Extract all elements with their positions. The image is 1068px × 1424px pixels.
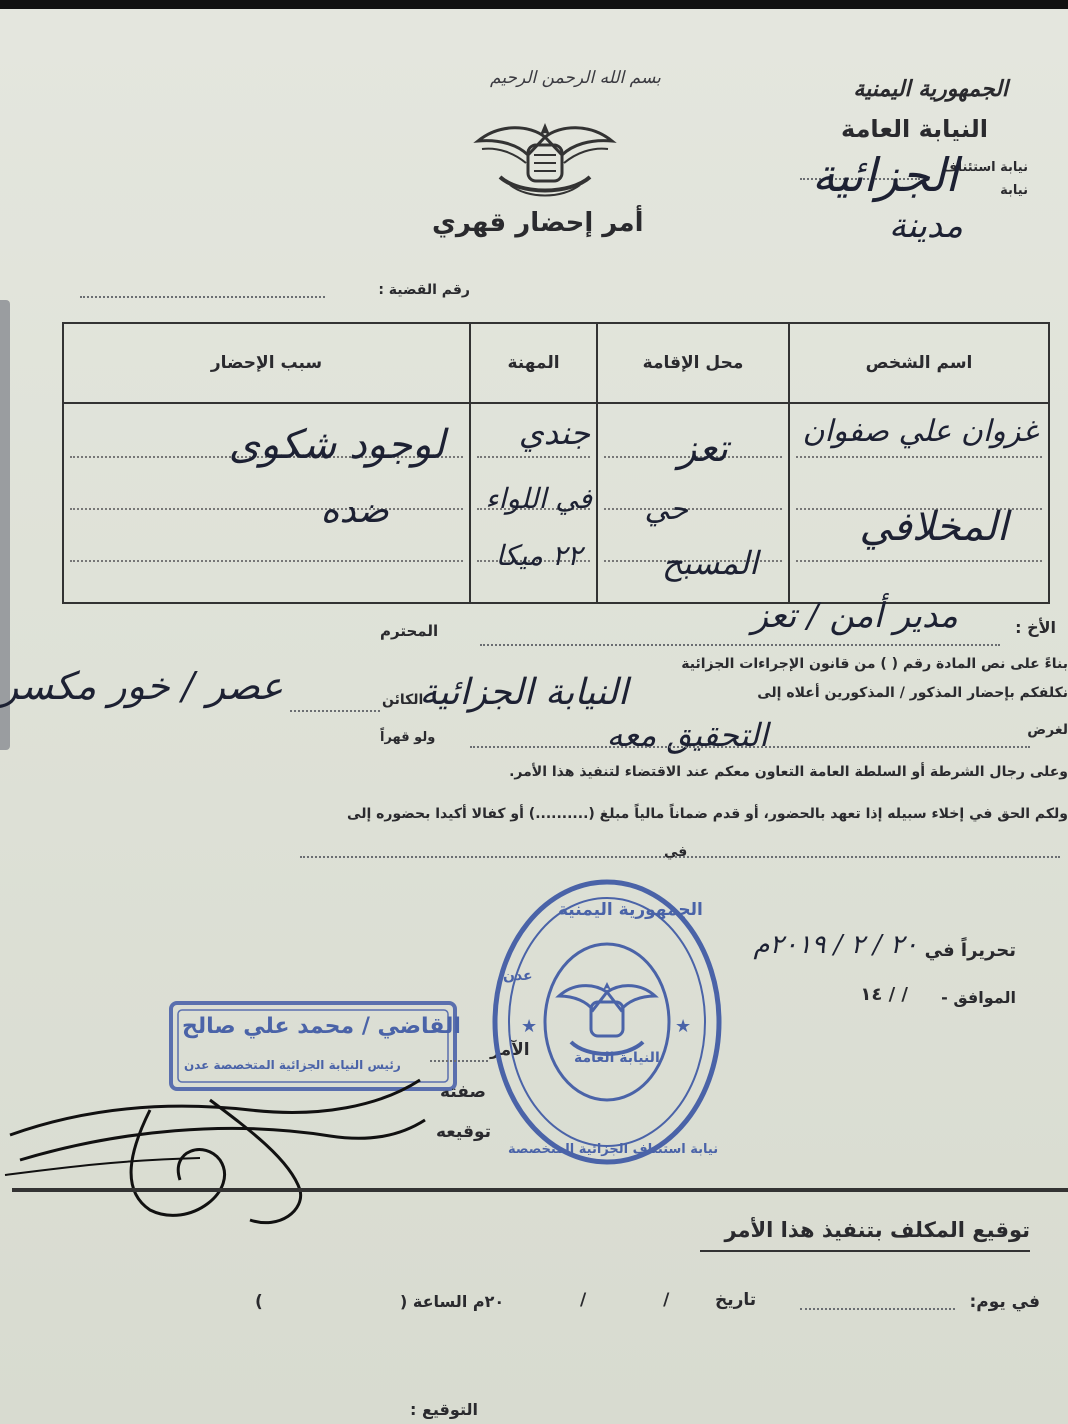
assignee-title-underline — [700, 1250, 1030, 1252]
col-reason: سبب الإحضار — [63, 323, 470, 403]
corresponding-label: الموافق - — [941, 988, 1016, 1007]
basmala: بسم الله الرحمن الرحيم — [490, 68, 661, 88]
case-number-label: رقم القضية : — [378, 282, 470, 298]
sign-label: التوقيع : — [410, 1400, 478, 1419]
reason-line-1: لوجود شكوى — [228, 422, 445, 468]
svg-text:★: ★ — [521, 1016, 538, 1037]
force-label: ولو قهراً — [380, 730, 436, 745]
located-label: الكائن — [382, 692, 424, 708]
date-slashes: / / — [580, 1290, 670, 1310]
appeal-label: نيابة استئناف — [942, 160, 1028, 175]
brother-dots — [480, 644, 1000, 646]
col-residence: محل الإقامة — [597, 323, 789, 403]
assignee-title: توقيع المكلف بتنفيذ هذا الأمر — [724, 1218, 1030, 1242]
respected-label: المحترم — [380, 622, 439, 640]
seal-city: عدن — [503, 968, 533, 984]
hand-location-value: عصر / خور مكسر — [0, 664, 284, 708]
purpose-dots — [470, 746, 1030, 748]
in-label: في — [664, 844, 688, 860]
hand-purpose-value: التحقيق معه — [606, 716, 768, 754]
name-line-1: غزوان علي صفوان — [802, 414, 1038, 449]
profession-line-3: ٢٢ ميكا — [495, 539, 582, 572]
col-name: اسم الشخص — [789, 323, 1049, 403]
hour-label: ٢٠م الساعة ( — [400, 1292, 505, 1311]
table-row — [63, 403, 1049, 603]
niyaba-label: نيابة — [1000, 183, 1028, 198]
table-header-row — [63, 323, 1049, 403]
republic-heading: الجمهورية اليمنية — [853, 76, 1008, 102]
name-line-2: المخلافي — [859, 504, 1008, 550]
profession-line-2: في اللواء — [485, 482, 592, 515]
article-line: بناءً على نص المادة رقم ( ) من قانون الإجراءات الجزائية — [681, 656, 1068, 672]
hand-brother-value: مدير أمن / تعز — [751, 596, 958, 636]
release-line: ولكم الحق في إخلاء سبيله إذا تعهد بالحضور، أو قدم ضماناً مالياً مبلغ (..........) أو كفالا أكيدا بحضوره إلى — [347, 806, 1068, 822]
located-dots — [290, 710, 380, 712]
section-divider — [12, 1188, 1068, 1192]
yemen-eagle-emblem-icon — [470, 115, 620, 205]
case-number-dots — [80, 296, 325, 298]
police-line: وعلى رجال الشرطة أو السلطة العامة التعاون معكم عند الاقتضاء لتنفيذ هذا الأمر. — [509, 764, 1068, 780]
day-dots — [800, 1308, 955, 1310]
capacity-label: صفته — [440, 1082, 486, 1102]
cell-residence — [597, 403, 789, 603]
judge-stamp-name: القاضي / محمد علي صالح — [182, 1014, 461, 1039]
cell-name — [789, 403, 1049, 603]
day-label: في يوم: — [969, 1292, 1040, 1312]
close-paren: ) — [255, 1292, 263, 1312]
page-title: أمر إحضار قهري — [432, 208, 644, 238]
purpose-label: لغرض — [1027, 722, 1068, 738]
hand-city-value: مدينة — [888, 206, 963, 246]
col-profession: المهنة — [470, 323, 597, 403]
corresponding-value: / / ١٤ — [860, 984, 908, 1005]
hand-appeal-value: الجزائية — [812, 148, 958, 202]
profession-line-1: جندي — [518, 414, 590, 452]
top-bar — [0, 0, 1068, 9]
svg-text:★: ★ — [675, 1016, 692, 1037]
reason-line-2: ضده — [320, 490, 389, 531]
judge-stamp-role: رئيس النيابة الجزائية المتخصصة عدن — [184, 1058, 401, 1072]
cell-reason — [63, 403, 470, 603]
prosecution-heading: النيابة العامة — [841, 115, 988, 143]
hand-destination-value: النيابة الجزائية — [419, 672, 628, 713]
residence-line-2: حي — [644, 492, 688, 527]
residence-line-1: تعز — [678, 426, 728, 470]
cell-profession — [470, 403, 597, 603]
signature-label: توقيعه — [436, 1122, 492, 1142]
persons-table — [62, 322, 1050, 604]
order-dots — [430, 1060, 488, 1062]
residence-line-3: المسبح — [662, 544, 758, 582]
assign-line: نكلفكم بإحضار المذكور / المذكورين أعلاه إلى — [757, 685, 1068, 701]
brother-label: الأخ : — [1015, 618, 1056, 637]
seal-ring-text: نيابة استئناف الجزائية المتخصصة — [508, 1142, 719, 1157]
issued-value: ٢٠ / ٢ / ٢٠١٩م — [753, 930, 918, 960]
order-label: الآمر — [490, 1040, 530, 1060]
seal-top-text: الجمهورية اليمنية — [558, 900, 703, 920]
judge-handwritten-signature — [0, 1040, 430, 1250]
issued-label: تحريراً في — [924, 940, 1016, 961]
seal-bottom-text: النيابة العامة — [574, 1050, 660, 1066]
date-label: تاريخ — [715, 1290, 757, 1310]
